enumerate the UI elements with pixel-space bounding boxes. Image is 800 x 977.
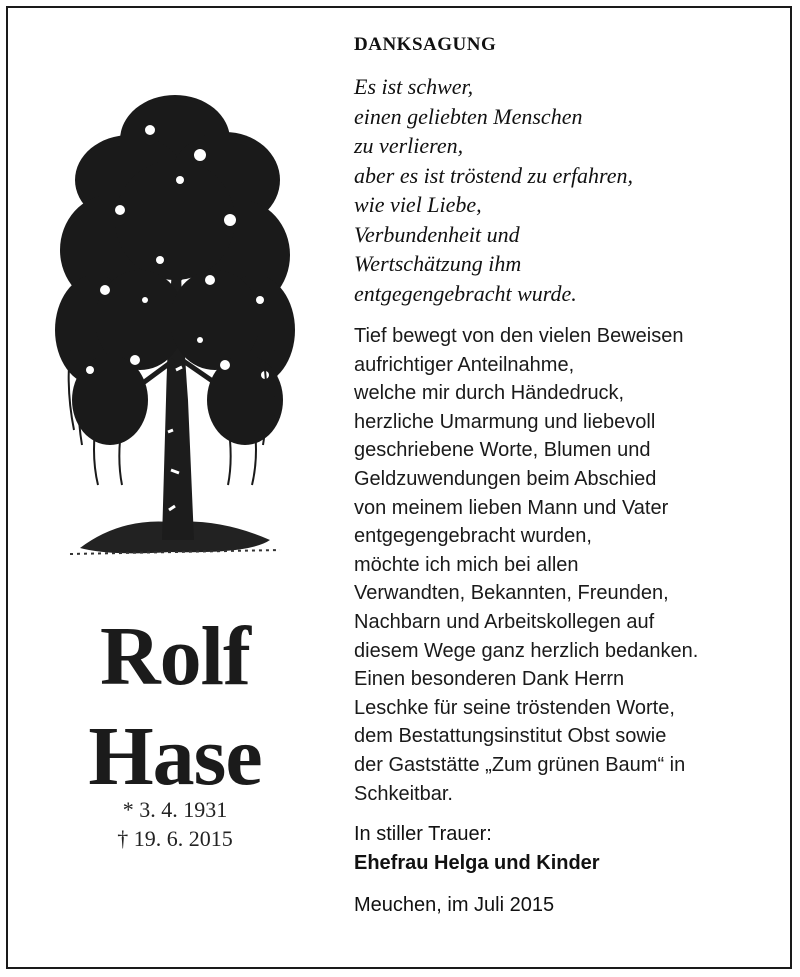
text-line: möchte ich mich bei allen: [354, 553, 579, 576]
text-line: Verwandten, Bekannten, Freunden,: [354, 582, 669, 605]
life-dates: [40, 795, 310, 853]
place-date: Meuchen, im Juli 2015: [354, 894, 555, 917]
text-line: Einen besonderen Dank Herrn: [354, 668, 625, 691]
text-line: diesem Wege ganz herzlich bedanken.: [354, 639, 699, 662]
text-line: Nachbarn und Arbeitskollegen auf: [354, 610, 655, 633]
text-line: dem Bestattungsinstitut Obst sowie: [354, 725, 667, 748]
text-line: aufrichtiger Anteilnahme,: [354, 353, 575, 376]
text-line: Geldzuwendungen beim Abschied: [354, 467, 657, 490]
poem: [354, 72, 784, 308]
birth-date: * 3. 4. 1931: [122, 797, 228, 822]
text-line: Leschke für seine tröstenden Worte,: [354, 696, 675, 719]
text-column: [354, 30, 784, 920]
gratitude-text: [354, 322, 784, 808]
text-line: geschriebene Worte, Blumen und: [354, 439, 651, 462]
poem-line: einen geliebten Menschen: [354, 103, 583, 129]
text-line: von meinem lieben Mann und Vater: [354, 496, 669, 519]
text-line: der Gaststätte „Zum grünen Baum“ in: [354, 753, 686, 776]
death-date: † 19. 6. 2015: [117, 826, 233, 851]
poem-line: aber es ist tröstend zu erfahren,: [354, 162, 634, 188]
birch-tree-icon: [50, 70, 300, 570]
closing-phrase: In stiller Trauer:: [354, 823, 492, 846]
poem-line: wie viel Liebe,: [354, 192, 482, 217]
text-line: Tief bewegt von den vielen Beweisen: [354, 325, 684, 347]
family-signature: Ehefrau Helga und Kinder: [354, 851, 600, 874]
poem-line: zu verlieren,: [354, 133, 464, 158]
notice-heading: DANKSAGUNG: [354, 34, 497, 55]
poem-line: Es ist schwer,: [354, 74, 474, 99]
memorial-column: [40, 60, 310, 880]
text-line: herzliche Umarmung und liebevoll: [354, 410, 656, 433]
text-line: Schkeitbar.: [354, 782, 453, 805]
poem-line: Wertschätzung ihm: [354, 251, 522, 276]
last-name: Hase: [88, 710, 262, 803]
poem-line: entgegengebracht wurde.: [354, 280, 577, 306]
poem-line: Verbundenheit und: [354, 221, 520, 247]
text-line: entgegengebracht wurden,: [354, 525, 592, 548]
first-name: Rolf: [100, 610, 250, 703]
text-line: welche mir durch Händedruck,: [354, 382, 625, 405]
